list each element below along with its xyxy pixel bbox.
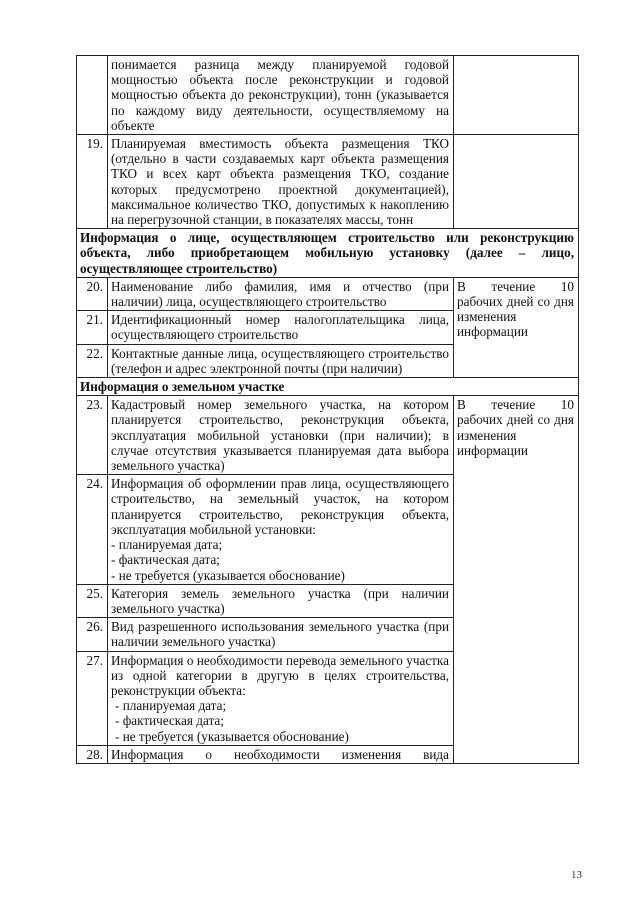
list-item: - фактическая дата; (115, 713, 224, 729)
document-table (76, 55, 579, 764)
section-header-row (77, 378, 579, 396)
row-text (108, 651, 454, 745)
row-text-main: Информация о необходимости перевода земельного участка из одной категории в другую в целях строительства, реконструкции объекта: (111, 652, 449, 698)
row-text: Категория земель земельного участка (при наличии земельного участка) (108, 584, 454, 617)
table-row (77, 396, 579, 475)
row-text: Вид разрешенного использования земельного участка (при наличии земельного участка) (108, 618, 454, 651)
row-term (454, 135, 579, 229)
row-number: 25. (77, 584, 108, 617)
row-text: Кадастровый номер земельного участка, на котором планируется строительство, реконструкция объекта, эксплуатация мобильной установки (при наличии); в случае отсутствия указывается планируемая дата выбора земельного участка) (108, 396, 454, 475)
list-item: - планируемая дата; (115, 698, 227, 714)
section-header: Информация о земельном участке (77, 378, 579, 396)
row-number: 19. (77, 135, 108, 229)
row-number: 23. (77, 396, 108, 475)
row-number (77, 56, 108, 135)
row-text: Идентификационный номер налогоплательщика лица, осуществляющего строительство (108, 311, 454, 344)
row-number: 27. (77, 651, 108, 745)
row-text: Информация о необходимости изменения вида (108, 745, 454, 763)
row-text: Контактные данные лица, осуществляющего строительство (телефон и адрес электронной почты (при наличии) (108, 344, 454, 377)
row-number: 26. (77, 618, 108, 651)
row-term: В течение 10 рабочих дней со дня изменения информации (454, 277, 579, 377)
section-header: Информация о лице, осуществляющем строительство или реконструкцию объекта, либо приобретающем мобильную установку (далее – лицо, осуществляющее строительство) (77, 229, 579, 278)
table-row (77, 277, 579, 310)
row-text: понимается разница между планируемой годовой мощностью объекта после реконструкции и годовой мощностью объекта до реконструкции), тонн (указывается по каждому виду деятельности, осуществляемому на объекте (108, 56, 454, 135)
list-item: - планируемая дата; (111, 537, 223, 553)
table-row (77, 56, 579, 135)
row-number: 28. (77, 745, 108, 763)
row-text: Наименование либо фамилия, имя и отчество (при наличии) лица, осуществляющего строительство (108, 277, 454, 310)
section-header-row (77, 229, 579, 278)
row-number: 22. (77, 344, 108, 377)
page-number: 13 (571, 869, 582, 881)
row-text-main: Информация об оформлении прав лица, осуществляющего строительство, на земельный участок, на котором планируется строительство, реконструкция объекта, эксплуатация мобильной установки: (111, 476, 449, 537)
row-text (108, 475, 454, 584)
row-number: 20. (77, 277, 108, 310)
list-item: - не требуется (указывается обоснование) (115, 728, 349, 744)
row-term (454, 56, 579, 135)
table-row (77, 135, 579, 229)
row-number: 24. (77, 475, 108, 584)
list-item: - фактическая дата; (111, 552, 220, 568)
list-item: - не требуется (указывается обоснование) (111, 567, 345, 583)
row-number: 21. (77, 311, 108, 344)
row-text: Планируемая вместимость объекта размещения ТКО (отдельно в части создаваемых карт объекта размещения ТКО и всех карт объекта размещения ТКО, создание которых предусмотрено проектной документацией), максимальное количество ТКО, допустимых к накоплению на перегрузочной станции, в показателях массы, тонн (108, 135, 454, 229)
row-term: В течение 10 рабочих дней со дня изменения информации (454, 396, 579, 764)
